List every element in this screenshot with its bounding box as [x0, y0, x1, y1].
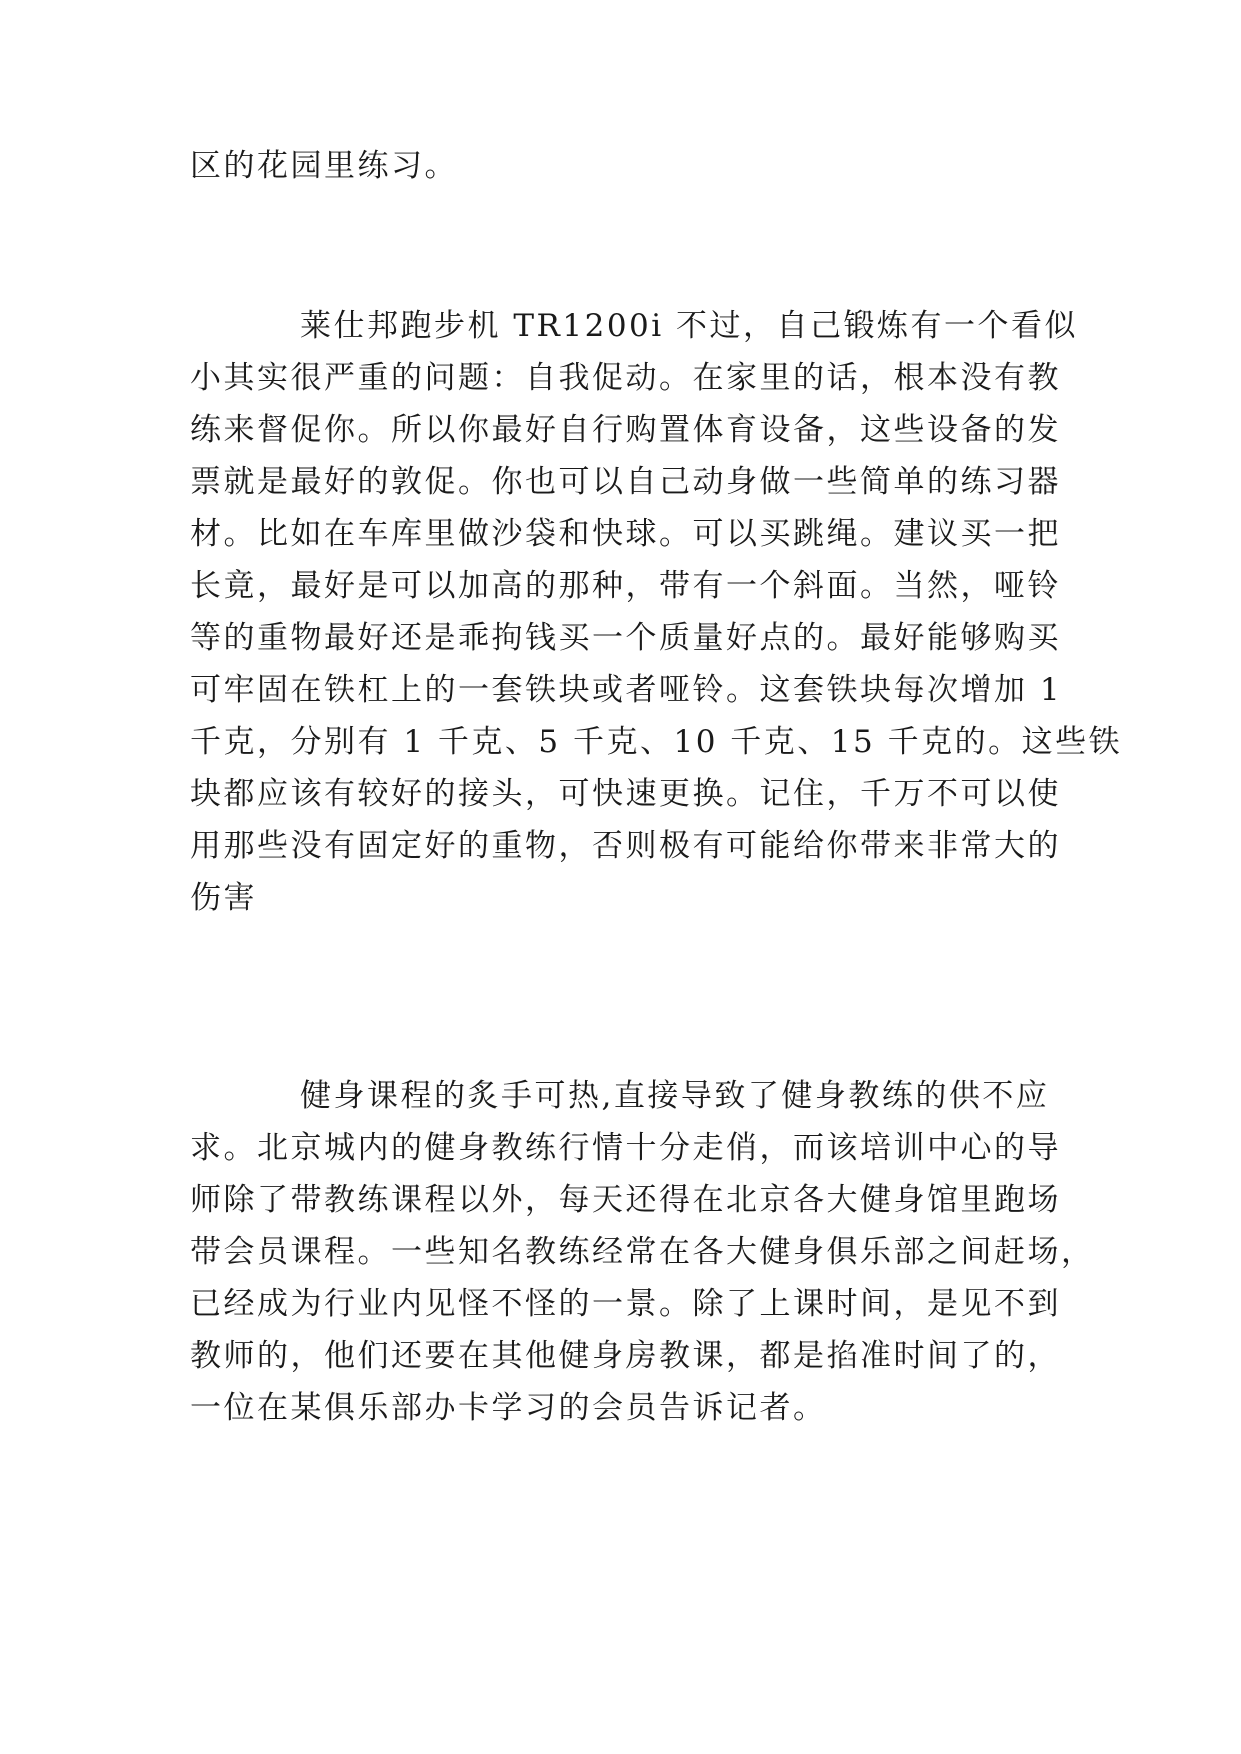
paragraph-2-line-4: 票就是最好的敦促。你也可以自己动身做一些简单的练习器: [190, 464, 1061, 500]
paragraph-2-line-2: 小其实很严重的问题：自我促动。在家里的话，根本没有教: [190, 360, 1061, 396]
paragraph-1-line-1: 区的花园里练习。: [190, 148, 458, 184]
paragraph-3-line-2: 求。北京城内的健身教练行情十分走俏，而该培训中心的导: [190, 1130, 1061, 1166]
paragraph-3-line-5: 已经成为行业内见怪不怪的一景。除了上课时间，是见不到: [190, 1286, 1061, 1322]
paragraph-3-line-1: 健身课程的炙手可热,直接导致了健身教练的供不应: [300, 1078, 1050, 1114]
paragraph-2-line-11: 用那些没有固定好的重物，否则极有可能给你带来非常大的: [190, 828, 1061, 864]
paragraph-2-line-7: 等的重物最好还是乖拘钱买一个质量好点的。最好能够购买: [190, 620, 1061, 656]
paragraph-2-line-10: 块都应该有较好的接头，可快速更换。记住，千万不可以使: [190, 776, 1061, 812]
paragraph-3-line-4: 带会员课程。一些知名教练经常在各大健身俱乐部之间赶场，: [190, 1234, 1095, 1270]
paragraph-2-line-9: 千克，分别有 1 千克、5 千克、10 千克、15 千克的。这些铁: [190, 724, 1123, 760]
paragraph-3-line-3: 师除了带教练课程以外，每天还得在北京各大健身馆里跑场: [190, 1182, 1061, 1218]
paragraph-2-line-3: 练来督促你。所以你最好自行购置体育设备，这些设备的发: [190, 412, 1061, 448]
paragraph-3-line-7: 一位在某俱乐部办卡学习的会员告诉记者。: [190, 1390, 827, 1426]
paragraph-2-line-1: 莱仕邦跑步机 TR1200i 不过，自己锻炼有一个看似: [300, 308, 1079, 344]
paragraph-2-line-5: 材。比如在车库里做沙袋和快球。可以买跳绳。建议买一把: [190, 516, 1061, 552]
paragraph-2-line-8: 可牢固在铁杠上的一套铁块或者哑铃。这套铁块每次增加 1: [190, 672, 1063, 708]
paragraph-2-line-6: 长竟，最好是可以加高的那种，带有一个斜面。当然，哑铃: [190, 568, 1061, 604]
paragraph-2-line-12: 伤害: [190, 880, 257, 916]
paragraph-3-line-6: 教师的，他们还要在其他健身房教课，都是掐准时间了的，: [190, 1338, 1061, 1374]
